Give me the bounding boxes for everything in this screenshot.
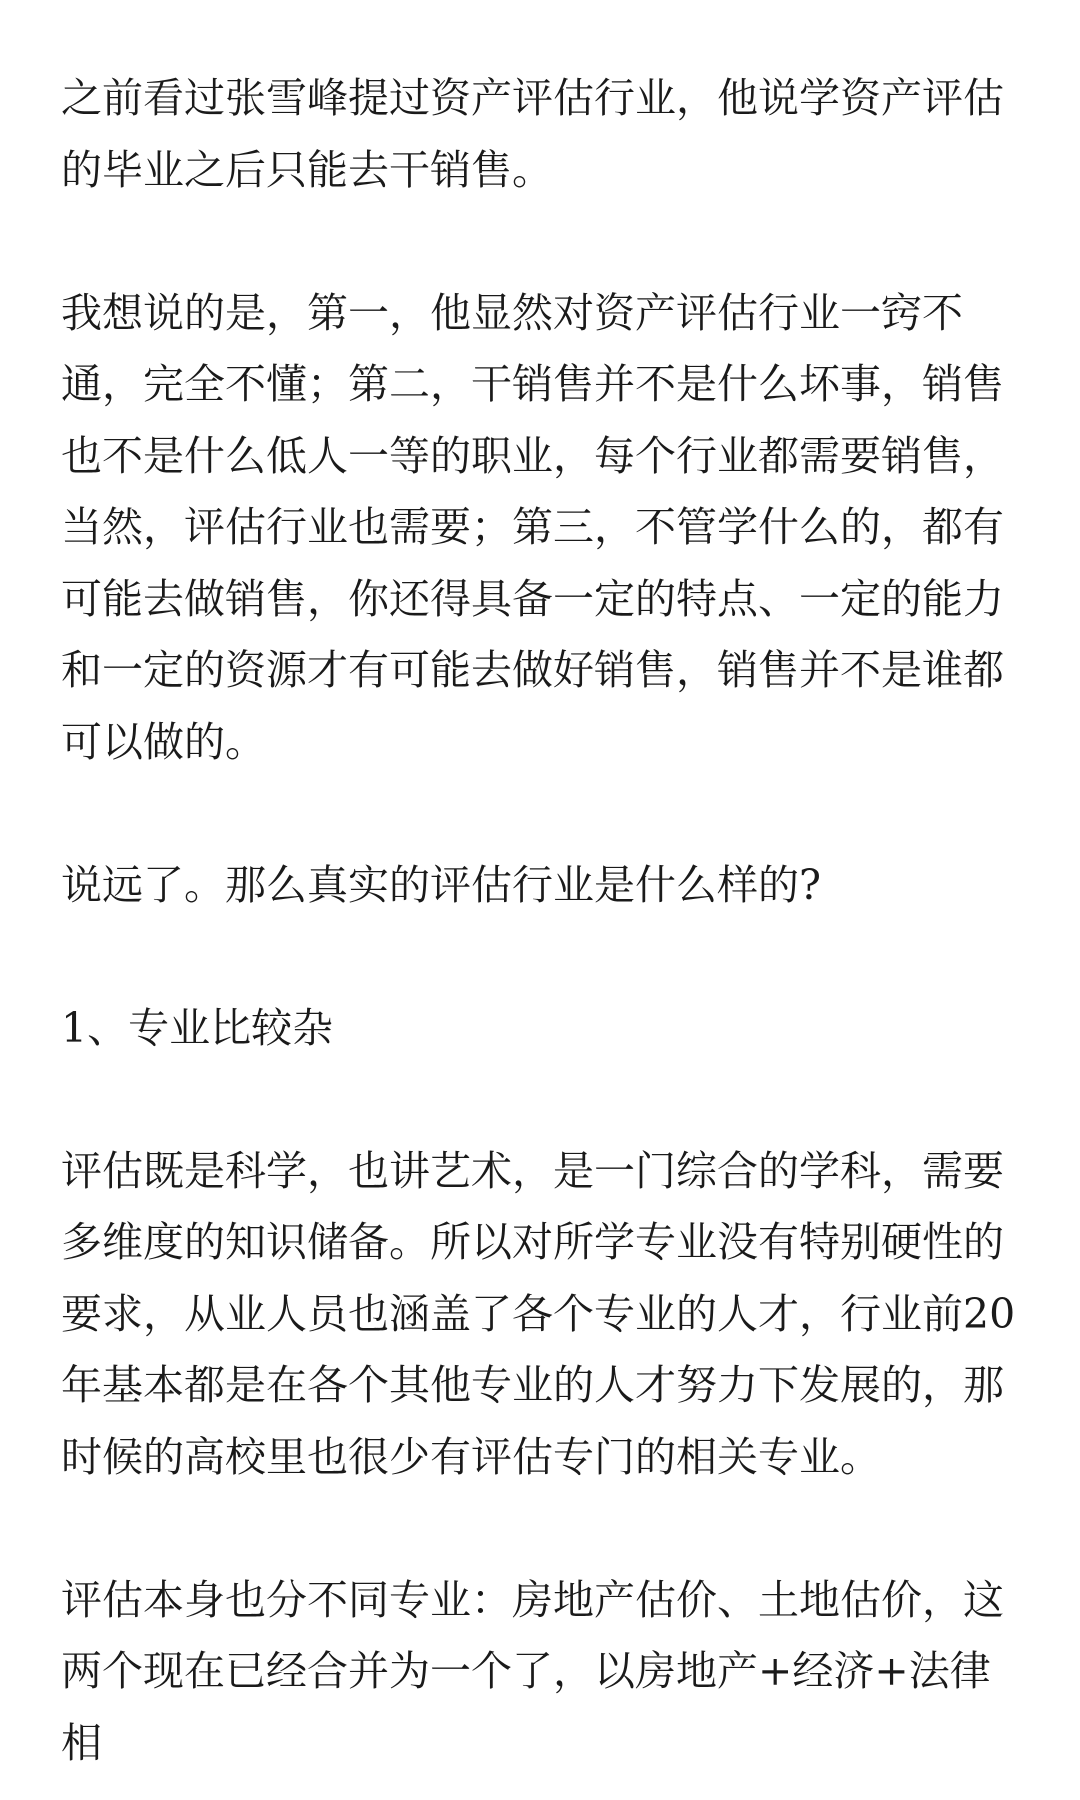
- paragraph-transition: 说远了。那么真实的评估行业是什么样的?: [61, 860, 821, 909]
- paragraph-intro: 之前看过张雪峰提过资产评估行业，他说学资产评估的毕业之后只能去干销售。: [61, 74, 1004, 194]
- section-heading: 1、专业比较杂: [61, 1003, 334, 1052]
- paragraph-interdisciplinary: 评估既是科学，也讲艺术，是一门综合的学科，需要多维度的知识储备。所以对所学专业没有特别硬性的要求，从业人员也涵盖了各个专业的人才，行业前20年基本都是在各个其他专业的人才努力下发展的，那时候的高校里也很少有评估专门的相关专业。: [61, 1146, 1016, 1481]
- paragraph-specialties: 评估本身也分不同专业：房地产估价、土地估价，这两个现在已经合并为一个了，以房地产+经济+法律相: [61, 1575, 1004, 1767]
- article-body: [61, 63, 1021, 1779]
- paragraph-rebuttal: 我想说的是，第一，他显然对资产评估行业一窍不通，完全不懂；第二，干销售并不是什么坏事，销售也不是什么低人一等的职业，每个行业都需要销售，当然，评估行业也需要；第三，不管学什么的，都有可能去做销售，你还得具备一定的特点、一定的能力和一定的资源才有可能去做好销售，销售并不是谁都可以做的。: [61, 288, 1004, 766]
